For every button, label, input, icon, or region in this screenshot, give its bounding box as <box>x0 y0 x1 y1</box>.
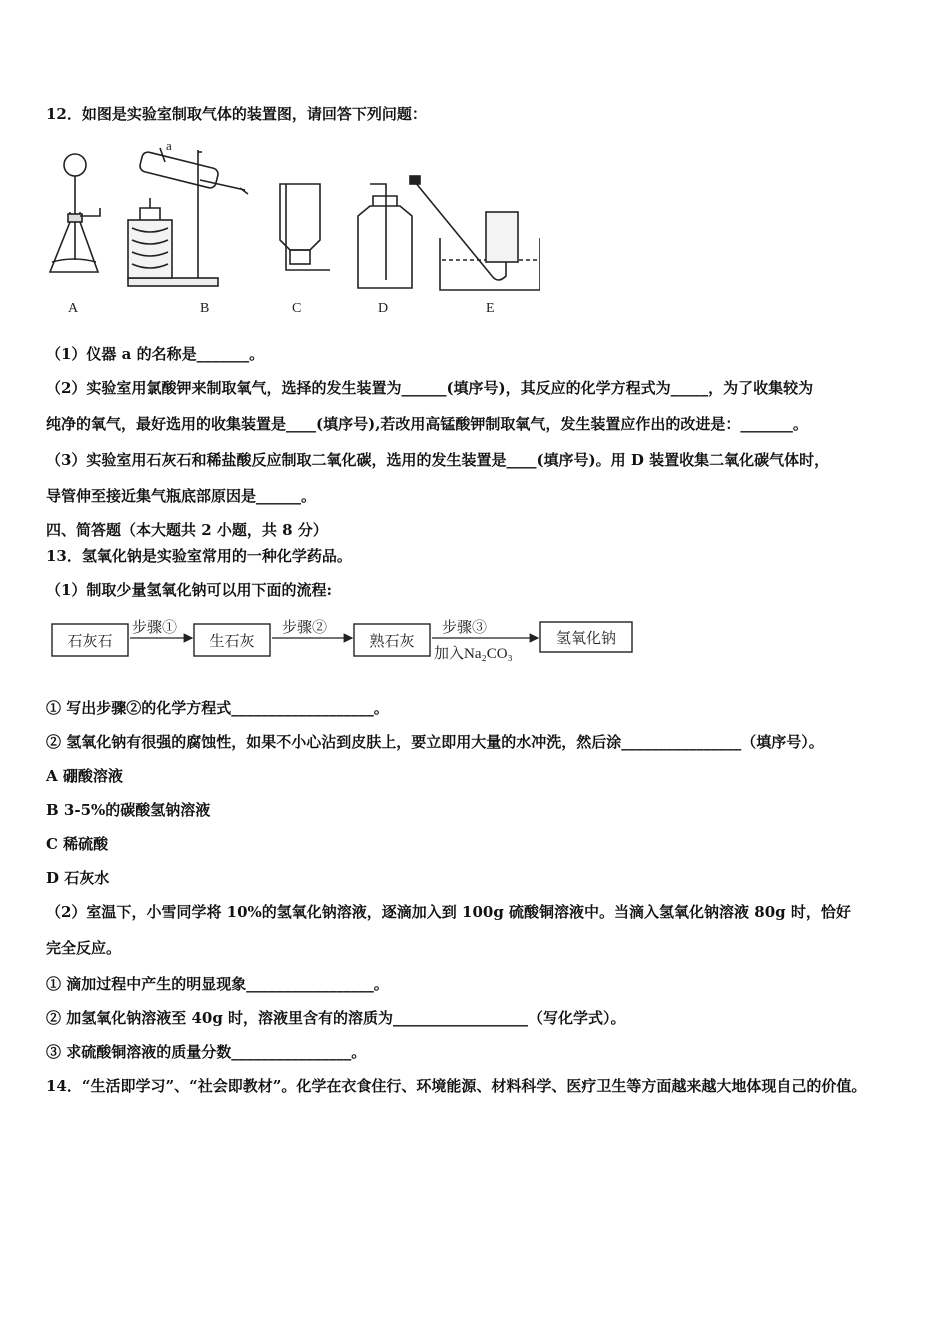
figure-label-A: A <box>68 301 79 316</box>
q13-part2-line2: 完全反应。 <box>46 939 122 957</box>
figure-label-C: C <box>292 301 302 316</box>
q12-part2-line1: （2）实验室用氯酸钾来制取氧气，选择的发生装置为______(填序号)，其反应的化学方程式为_____，为了收集较为 <box>46 379 814 397</box>
flow-box-label: 生石灰 <box>209 634 255 650</box>
flow-box-label: 熟石灰 <box>369 634 415 650</box>
q13-title: 13．氢氧化钠是实验室常用的一种化学药品。 <box>46 547 352 565</box>
apparatus-figure <box>40 140 540 320</box>
figure-label-D: D <box>378 301 389 316</box>
option-a: A 硼酸溶液 <box>46 767 123 785</box>
flow-step-label: 步骤② <box>282 620 328 636</box>
apparatus-d <box>358 184 412 288</box>
flow-box-label: 石灰石 <box>67 634 113 650</box>
flow-box-label: 氢氧化钠 <box>555 631 617 647</box>
flow-step-label: 步骤③ <box>442 620 488 636</box>
apparatus-e <box>410 176 540 290</box>
figure-label-a: a <box>166 140 172 153</box>
q13-step1: ① 写出步骤②的化学方程式___________________。 <box>46 699 389 717</box>
q12-part2-line2: 纯净的氧气，最好选用的收集装置是____(填序号),若改用高锰酸钾制取氧气，发生装置应作出的改进是：_______。 <box>46 415 808 433</box>
figure-label-E: E <box>486 301 495 316</box>
option-c: C 稀硫酸 <box>46 835 109 853</box>
apparatus-a <box>50 154 100 272</box>
option-b: B 3-5%的碳酸氢钠溶液 <box>46 801 211 819</box>
q13-part2-line1: （2）室温下，小雪同学将 10%的氢氧化钠溶液，逐滴加入到 100g 硫酸铜溶液中。当滴入氢氧化钠溶液 80g 时，恰好 <box>46 903 851 921</box>
q12-title: 12．如图是实验室制取气体的装置图，请回答下列问题： <box>46 105 427 123</box>
q13-part1: （1）制取少量氢氧化钠可以用下面的流程: <box>46 581 332 599</box>
q13-sub2: ② 加氢氧化钠溶液至 40g 时，溶液里含有的溶质为__________________（写化学式）。 <box>46 1009 626 1027</box>
apparatus-b <box>128 148 248 286</box>
q13-step2: ② 氢氧化钠有很强的腐蚀性，如果不小心沾到皮肤上，要立即用大量的水冲洗，然后涂________________（填序号）。 <box>46 733 824 751</box>
q12-part3-line1: （3）实验室用石灰石和稀盐酸反应制取二氧化碳，选用的发生装置是____(填序号)。用 D 装置收集二氧化碳气体时， <box>46 451 830 469</box>
q13-sub3: ③ 求硫酸铜溶液的质量分数________________。 <box>46 1043 367 1061</box>
section-heading: 四、简答题（本大题共 2 小题，共 8 分） <box>46 521 328 539</box>
q13-sub1: ① 滴加过程中产生的明显现象_________________。 <box>46 975 389 993</box>
apparatus-c <box>280 184 330 270</box>
option-d: D 石灰水 <box>46 869 110 887</box>
q14-title: 14．“生活即学习”、“社会即教材”。化学在衣食住行、环境能源、材料科学、医疗卫生等方面越来越大地体现自己的价值。 <box>46 1077 867 1095</box>
flow-step-note: 加入Na₂CO₃ <box>434 646 513 662</box>
q12-part1: （1）仪器 a 的名称是_______。 <box>46 345 265 363</box>
figure-label-B: B <box>200 301 210 316</box>
flow-diagram <box>46 612 646 664</box>
q12-part3-line2: 导管伸至接近集气瓶底部原因是______。 <box>46 487 317 505</box>
flow-step-label: 步骤① <box>132 620 178 636</box>
